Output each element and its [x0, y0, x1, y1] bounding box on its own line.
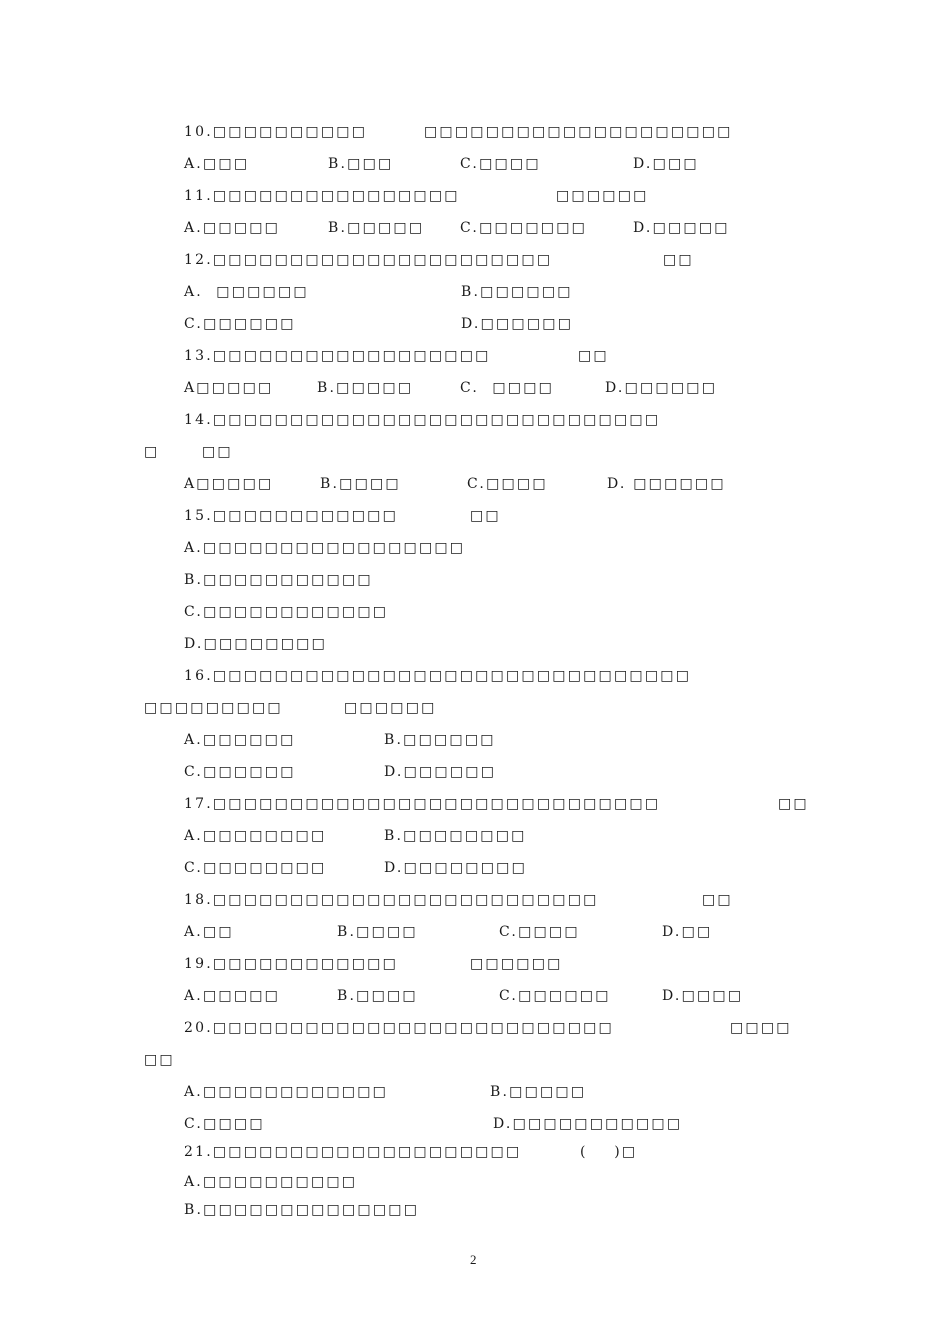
text-line: 12.□□□□□□□□□□□□□□□□□□□□□□	[184, 252, 553, 268]
text-line: 21.□□□□□□□□□□□□□□□□□□□□	[184, 1144, 522, 1160]
text-line: B.□□□□□□□□□□□□□□	[184, 1202, 420, 1218]
text-line: A.□□□□□□□□□□	[184, 1174, 358, 1190]
text-line: A.□□□□□□□□□□□□	[184, 1084, 389, 1100]
text-line: C.□□□□□□	[184, 316, 296, 332]
text-line: C.□□□□□□	[184, 764, 296, 780]
text-line: 11.□□□□□□□□□□□□□□□□	[184, 188, 460, 204]
text-line: B.□□□□	[337, 988, 418, 1004]
text-line: 20.□□□□□□□□□□□□□□□□□□□□□□□□□□	[184, 1020, 614, 1036]
text-line: D.□□□□□□	[384, 764, 497, 780]
text-line: □□	[144, 1052, 175, 1068]
text-line: A□□□□□	[184, 476, 274, 492]
text-line: B.□□□□□	[328, 220, 425, 236]
text-line: C.□□□□	[499, 924, 580, 940]
text-line: B.□□□□□□	[461, 284, 573, 300]
text-line: D.□□□□□□□□	[184, 636, 327, 652]
text-line: 16.□□□□□□□□□□□□□□□□□□□□□□□□□□□□□□□	[184, 668, 692, 684]
text-line: D.□□□□□□□□	[384, 860, 527, 876]
text-line: B.□□□	[328, 156, 394, 172]
text-line: A. □□□□□□	[184, 284, 309, 300]
text-line: ( )□	[580, 1144, 638, 1160]
text-line: C.□□□□	[184, 1116, 265, 1132]
text-line: A.□□□	[184, 156, 250, 172]
text-line: D.□□□□□□□□□□□	[493, 1116, 683, 1132]
text-line: B.□□□□□□□□□□□	[184, 572, 373, 588]
text-line: □□	[702, 892, 733, 908]
text-line: A.□□□□□	[184, 220, 281, 236]
text-line: 13.□□□□□□□□□□□□□□□□□□	[184, 348, 491, 364]
text-line: □	[144, 444, 160, 460]
text-line: B.□□□□□□□□	[384, 828, 527, 844]
text-line: □□	[578, 348, 609, 364]
text-line: □□	[778, 796, 809, 812]
text-line: C.□□□□□□□□	[184, 860, 327, 876]
text-line: C.□□□□□□□□□□□□	[184, 604, 389, 620]
text-line: B.□□□□□	[317, 380, 414, 396]
text-line: D.□□□□	[662, 988, 744, 1004]
text-line: D.□□□□□□	[605, 380, 718, 396]
text-line: □□□□	[730, 1020, 792, 1036]
text-line: □□□□□□□□□	[144, 700, 283, 716]
text-line: C.□□□□□□□	[460, 220, 588, 236]
text-line: A.□□□□□□□□	[184, 828, 327, 844]
page-number: 2	[470, 1252, 477, 1267]
text-line: 14.□□□□□□□□□□□□□□□□□□□□□□□□□□□□□	[184, 412, 661, 428]
text-line: D.□□	[662, 924, 713, 940]
text-line: D.□□□□□□	[461, 316, 574, 332]
text-line: A□□□□□	[184, 380, 274, 396]
text-line: 19.□□□□□□□□□□□□	[184, 956, 398, 972]
text-line: 18.□□□□□□□□□□□□□□□□□□□□□□□□□	[184, 892, 599, 908]
text-line: 10.□□□□□□□□□□	[184, 124, 368, 140]
text-line: D.□□□	[633, 156, 699, 172]
text-line: C.□□□□	[467, 476, 548, 492]
text-line: C.□□□□□□	[499, 988, 611, 1004]
text-line: C. □□□□	[460, 380, 555, 396]
text-line: A.□□	[184, 924, 234, 940]
text-line: □□□□□□	[470, 956, 563, 972]
text-line: A.□□□□□□□□□□□□□□□□□	[184, 540, 466, 556]
text-line: B.□□□□	[337, 924, 418, 940]
text-line: □□	[470, 508, 501, 524]
text-line: □□□□□□	[556, 188, 649, 204]
text-line: D. □□□□□□	[607, 476, 726, 492]
text-line: 17.□□□□□□□□□□□□□□□□□□□□□□□□□□□□□	[184, 796, 661, 812]
text-line: A.□□□□□	[184, 988, 281, 1004]
text-line: □□	[202, 444, 233, 460]
text-line: B.□□□□□□	[384, 732, 496, 748]
text-line: □□□□□□□□□□□□□□□□□□□□	[424, 124, 733, 140]
text-line: □□□□□□	[344, 700, 437, 716]
text-line: B.□□□□□	[490, 1084, 587, 1100]
text-line: 15.□□□□□□□□□□□□	[184, 508, 398, 524]
text-line: C.□□□□	[460, 156, 541, 172]
text-line: □□	[663, 252, 694, 268]
text-line: D.□□□□□	[633, 220, 730, 236]
text-line: A.□□□□□□	[184, 732, 296, 748]
text-line: B.□□□□	[320, 476, 401, 492]
